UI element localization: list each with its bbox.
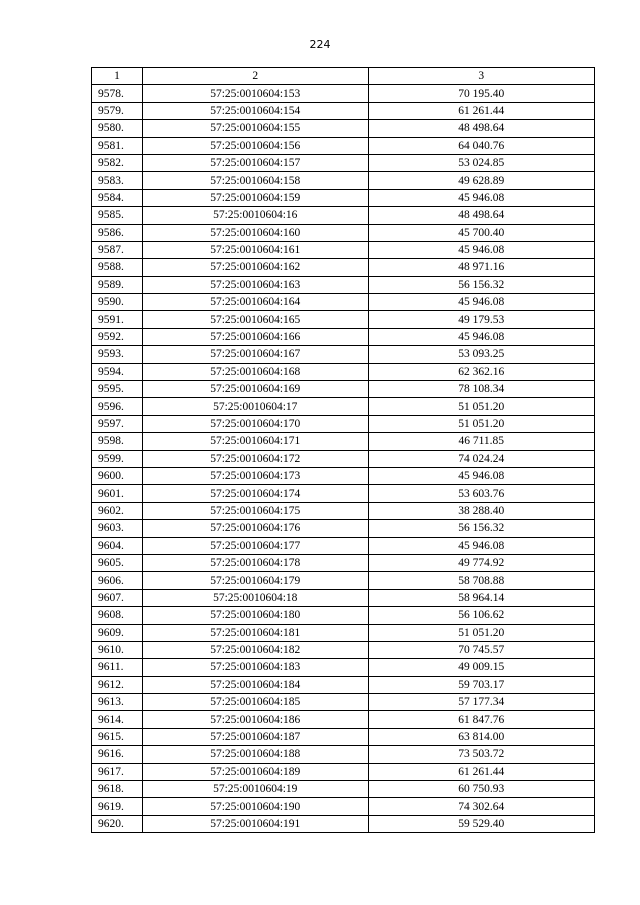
value-cell: 45 700.40 (368, 224, 594, 241)
table-row (92, 520, 595, 537)
cadastral-number-cell: 57:25:0010604:169 (142, 381, 368, 398)
table-row (92, 607, 595, 624)
row-number-cell: 9601. (92, 485, 143, 502)
cadastral-number-cell: 57:25:0010604:187 (142, 728, 368, 745)
cadastral-number-cell: 57:25:0010604:19 (142, 781, 368, 798)
table-row (92, 241, 595, 258)
value-cell: 74 302.64 (368, 798, 594, 815)
row-number-cell: 9599. (92, 450, 143, 467)
cadastral-number-cell: 57:25:0010604:185 (142, 694, 368, 711)
row-number-cell: 9605. (92, 554, 143, 571)
table-row (92, 328, 595, 345)
table-row (92, 659, 595, 676)
row-number-cell: 9589. (92, 276, 143, 293)
table-row (92, 554, 595, 571)
table-row (92, 224, 595, 241)
row-number-cell: 9610. (92, 641, 143, 658)
value-cell: 59 703.17 (368, 676, 594, 693)
value-cell: 58 708.88 (368, 572, 594, 589)
row-number-cell: 9619. (92, 798, 143, 815)
cadastral-number-cell: 57:25:0010604:186 (142, 711, 368, 728)
value-cell: 45 946.08 (368, 189, 594, 206)
table-row (92, 502, 595, 519)
value-cell: 73 503.72 (368, 746, 594, 763)
cadastral-number-cell: 57:25:0010604:175 (142, 502, 368, 519)
cadastral-number-cell: 57:25:0010604:164 (142, 294, 368, 311)
row-number-cell: 9615. (92, 728, 143, 745)
table-row (92, 624, 595, 641)
row-number-cell: 9609. (92, 624, 143, 641)
table-row (92, 207, 595, 224)
value-cell: 60 750.93 (368, 781, 594, 798)
row-number-cell: 9594. (92, 363, 143, 380)
value-cell: 61 261.44 (368, 763, 594, 780)
table-body (92, 85, 595, 833)
value-cell: 49 774.92 (368, 554, 594, 571)
cadastral-number-cell: 57:25:0010604:163 (142, 276, 368, 293)
row-number-cell: 9593. (92, 346, 143, 363)
cadastral-number-cell: 57:25:0010604:154 (142, 102, 368, 119)
table-row (92, 311, 595, 328)
value-cell: 58 964.14 (368, 589, 594, 606)
cadastral-number-cell: 57:25:0010604:16 (142, 207, 368, 224)
row-number-cell: 9603. (92, 520, 143, 537)
table-row (92, 415, 595, 432)
table-row (92, 102, 595, 119)
value-cell: 49 009.15 (368, 659, 594, 676)
table-row (92, 363, 595, 380)
value-cell: 38 288.40 (368, 502, 594, 519)
table-row (92, 294, 595, 311)
table-row (92, 137, 595, 154)
table-row (92, 398, 595, 415)
table-row (92, 381, 595, 398)
table-row (92, 781, 595, 798)
row-number-cell: 9582. (92, 154, 143, 171)
value-cell: 53 024.85 (368, 154, 594, 171)
value-cell: 56 156.32 (368, 520, 594, 537)
cadastral-number-cell: 57:25:0010604:188 (142, 746, 368, 763)
value-cell: 48 498.64 (368, 207, 594, 224)
cadastral-number-cell: 57:25:0010604:157 (142, 154, 368, 171)
row-number-cell: 9614. (92, 711, 143, 728)
table-header (92, 68, 595, 85)
table-row (92, 763, 595, 780)
value-cell: 51 051.20 (368, 624, 594, 641)
row-number-cell: 9598. (92, 433, 143, 450)
row-number-cell: 9613. (92, 694, 143, 711)
table-row (92, 798, 595, 815)
value-cell: 56 156.32 (368, 276, 594, 293)
value-cell: 61 847.76 (368, 711, 594, 728)
row-number-cell: 9612. (92, 676, 143, 693)
cadastral-number-cell: 57:25:0010604:191 (142, 815, 368, 832)
cadastral-number-cell: 57:25:0010604:159 (142, 189, 368, 206)
header-row (92, 68, 595, 85)
row-number-cell: 9583. (92, 172, 143, 189)
row-number-cell: 9604. (92, 537, 143, 554)
cadastral-number-cell: 57:25:0010604:189 (142, 763, 368, 780)
value-cell: 53 093.25 (368, 346, 594, 363)
value-cell: 74 024.24 (368, 450, 594, 467)
cadastral-number-cell: 57:25:0010604:167 (142, 346, 368, 363)
row-number-cell: 9607. (92, 589, 143, 606)
table-row (92, 120, 595, 137)
table-row (92, 154, 595, 171)
value-cell: 46 711.85 (368, 433, 594, 450)
row-number-cell: 9616. (92, 746, 143, 763)
value-cell: 51 051.20 (368, 398, 594, 415)
table-row (92, 485, 595, 502)
table-row (92, 259, 595, 276)
cadastral-number-cell: 57:25:0010604:173 (142, 467, 368, 484)
cadastral-number-cell: 57:25:0010604:172 (142, 450, 368, 467)
value-cell: 49 179.53 (368, 311, 594, 328)
table-row (92, 172, 595, 189)
cadastral-number-cell: 57:25:0010604:183 (142, 659, 368, 676)
cadastral-number-cell: 57:25:0010604:155 (142, 120, 368, 137)
value-cell: 51 051.20 (368, 415, 594, 432)
row-number-cell: 9602. (92, 502, 143, 519)
table-row (92, 346, 595, 363)
row-number-cell: 9584. (92, 189, 143, 206)
value-cell: 53 603.76 (368, 485, 594, 502)
cadastral-number-cell: 57:25:0010604:182 (142, 641, 368, 658)
cadastral-number-cell: 57:25:0010604:160 (142, 224, 368, 241)
value-cell: 45 946.08 (368, 294, 594, 311)
value-cell: 70 745.57 (368, 641, 594, 658)
value-cell: 78 108.34 (368, 381, 594, 398)
row-number-cell: 9595. (92, 381, 143, 398)
cadastral-number-cell: 57:25:0010604:174 (142, 485, 368, 502)
value-cell: 45 946.08 (368, 537, 594, 554)
cadastral-number-cell: 57:25:0010604:17 (142, 398, 368, 415)
table-row (92, 189, 595, 206)
row-number-cell: 9580. (92, 120, 143, 137)
table-row (92, 728, 595, 745)
row-number-cell: 9608. (92, 607, 143, 624)
value-cell: 45 946.08 (368, 467, 594, 484)
table-row (92, 641, 595, 658)
value-cell: 48 498.64 (368, 120, 594, 137)
page-number: 224 (309, 38, 331, 51)
column-header-3: 3 (368, 68, 594, 85)
row-number-cell: 9581. (92, 137, 143, 154)
cadastral-number-cell: 57:25:0010604:177 (142, 537, 368, 554)
cadastral-number-cell: 57:25:0010604:153 (142, 85, 368, 102)
table-row (92, 572, 595, 589)
row-number-cell: 9596. (92, 398, 143, 415)
value-cell: 45 946.08 (368, 241, 594, 258)
cadastral-number-cell: 57:25:0010604:168 (142, 363, 368, 380)
cadastral-number-cell: 57:25:0010604:184 (142, 676, 368, 693)
value-cell: 45 946.08 (368, 328, 594, 345)
table-row (92, 711, 595, 728)
row-number-cell: 9591. (92, 311, 143, 328)
cadastral-number-cell: 57:25:0010604:178 (142, 554, 368, 571)
table-row (92, 694, 595, 711)
table-row (92, 450, 595, 467)
value-cell: 59 529.40 (368, 815, 594, 832)
cadastral-number-cell: 57:25:0010604:165 (142, 311, 368, 328)
row-number-cell: 9592. (92, 328, 143, 345)
value-cell: 56 106.62 (368, 607, 594, 624)
cadastral-number-cell: 57:25:0010604:180 (142, 607, 368, 624)
cadastral-number-cell: 57:25:0010604:158 (142, 172, 368, 189)
row-number-cell: 9586. (92, 224, 143, 241)
cadastral-number-cell: 57:25:0010604:18 (142, 589, 368, 606)
value-cell: 62 362.16 (368, 363, 594, 380)
row-number-cell: 9590. (92, 294, 143, 311)
row-number-cell: 9618. (92, 781, 143, 798)
table-row (92, 433, 595, 450)
data-table (91, 67, 595, 833)
cadastral-number-cell: 57:25:0010604:170 (142, 415, 368, 432)
row-number-cell: 9579. (92, 102, 143, 119)
value-cell: 70 195.40 (368, 85, 594, 102)
table-row (92, 276, 595, 293)
row-number-cell: 9620. (92, 815, 143, 832)
row-number-cell: 9588. (92, 259, 143, 276)
table-row (92, 676, 595, 693)
cadastral-number-cell: 57:25:0010604:166 (142, 328, 368, 345)
cadastral-number-cell: 57:25:0010604:179 (142, 572, 368, 589)
table-row (92, 85, 595, 102)
row-number-cell: 9611. (92, 659, 143, 676)
cadastral-number-cell: 57:25:0010604:162 (142, 259, 368, 276)
value-cell: 49 628.89 (368, 172, 594, 189)
value-cell: 64 040.76 (368, 137, 594, 154)
value-cell: 48 971.16 (368, 259, 594, 276)
column-header-1: 1 (92, 68, 143, 85)
row-number-cell: 9578. (92, 85, 143, 102)
cadastral-number-cell: 57:25:0010604:171 (142, 433, 368, 450)
table-row (92, 467, 595, 484)
row-number-cell: 9585. (92, 207, 143, 224)
row-number-cell: 9587. (92, 241, 143, 258)
cadastral-number-cell: 57:25:0010604:161 (142, 241, 368, 258)
row-number-cell: 9606. (92, 572, 143, 589)
cadastral-number-cell: 57:25:0010604:176 (142, 520, 368, 537)
table-row (92, 537, 595, 554)
value-cell: 61 261.44 (368, 102, 594, 119)
row-number-cell: 9600. (92, 467, 143, 484)
table-row (92, 589, 595, 606)
cadastral-number-cell: 57:25:0010604:190 (142, 798, 368, 815)
value-cell: 57 177.34 (368, 694, 594, 711)
cadastral-number-cell: 57:25:0010604:156 (142, 137, 368, 154)
cadastral-number-cell: 57:25:0010604:181 (142, 624, 368, 641)
row-number-cell: 9617. (92, 763, 143, 780)
column-header-2: 2 (142, 68, 368, 85)
row-number-cell: 9597. (92, 415, 143, 432)
table-row (92, 815, 595, 832)
table-row (92, 746, 595, 763)
value-cell: 63 814.00 (368, 728, 594, 745)
